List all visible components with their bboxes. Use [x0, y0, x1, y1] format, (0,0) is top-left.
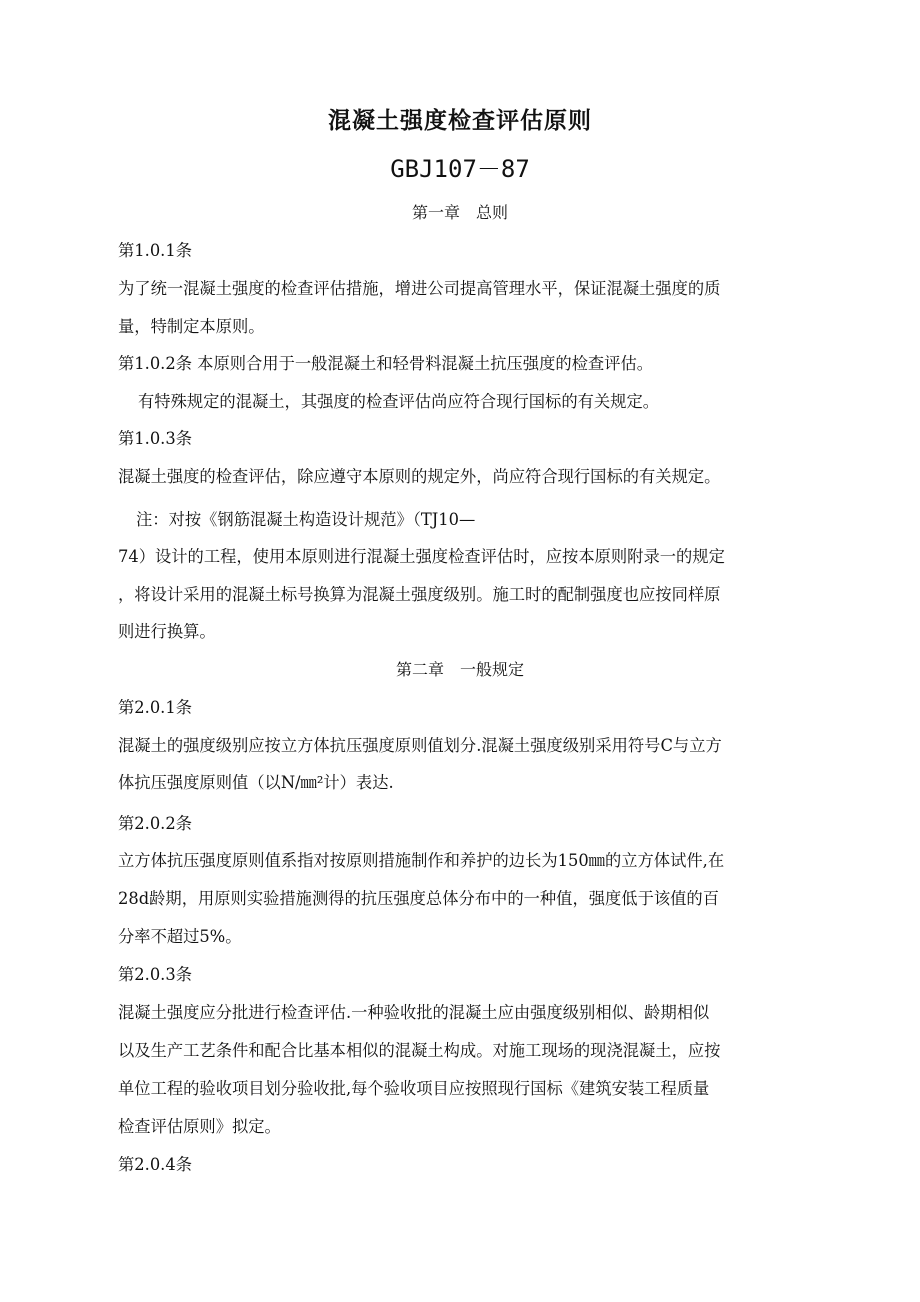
article-text: 单位工程的验收项目划分验收批,每个验收项目应按照现行国标《建筑安装工程质量 — [118, 1079, 710, 1098]
note-text: ，将设计采用的混凝土标号换算为混凝土强度级别。施工时的配制强度也应按同样原 — [118, 585, 721, 604]
article-number: 第1.0.3条 — [118, 429, 192, 448]
article-text: 第1.0.2条 本原则合用于一般混凝土和轻骨料混凝土抗压强度的检查评估。 — [118, 354, 654, 373]
article-text: 量，特制定本原则。 — [118, 317, 265, 336]
chapter-heading-2: 第二章 一般规定 — [395, 660, 524, 679]
article-text: 为了统一混凝土强度的检查评估措施，增进公司提高管理水平，保证混凝土强度的质 — [118, 279, 721, 298]
article-text: 以及生产工艺条件和配合比基本相似的混凝土构成。对施工现场的现浇混凝土，应按 — [118, 1041, 721, 1060]
article-text: 分率不超过5%。 — [118, 927, 242, 946]
note-text: 74）设计的工程，使用本原则进行混凝土强度检查评估时，应按本原则附录一的规定 — [118, 547, 725, 566]
article-number: 第1.0.1条 — [118, 241, 192, 260]
article-text: 体抗压强度原则值（以N/㎜²计）表达. — [118, 773, 394, 792]
article-text: 混凝土强度的检查评估，除应遵守本原则的规定外，尚应符合现行国标的有关规定。 — [118, 467, 721, 486]
article-text: 有特殊规定的混凝土，其强度的检查评估尚应符合现行国标的有关规定。 — [138, 392, 660, 411]
document-title: 混凝土强度检查评估原则 — [328, 108, 592, 134]
article-text: 混凝土的强度级别应按立方体抗压强度原则值划分.混凝土强度级别采用符号C与立方 — [118, 736, 722, 755]
article-text: 28d龄期，用原则实验措施测得的抗压强度总体分布中的一种值，强度低于该值的百 — [118, 889, 719, 908]
article-text: 混凝土强度应分批进行检查评估.一种验收批的混凝土应由强度级别相似、龄期相似 — [118, 1003, 710, 1022]
article-number: 第2.0.3条 — [118, 965, 192, 984]
article-text: 检查评估原则》拟定。 — [118, 1117, 281, 1136]
note-text: 则进行换算。 — [118, 622, 216, 641]
article-text: 立方体抗压强度原则值系指对按原则措施制作和养护的边长为150㎜的立方体试件,在 — [118, 851, 725, 870]
article-number: 第2.0.1条 — [118, 698, 192, 717]
article-number: 第2.0.4条 — [118, 1155, 192, 1174]
article-number: 第2.0.2条 — [118, 814, 192, 833]
chapter-heading-1: 第一章 总则 — [411, 203, 508, 222]
note-text: 注：对按《钢筋混凝土构造设计规范》（TJ10— — [136, 510, 476, 529]
standard-code: GBJ107－87 — [390, 155, 530, 183]
